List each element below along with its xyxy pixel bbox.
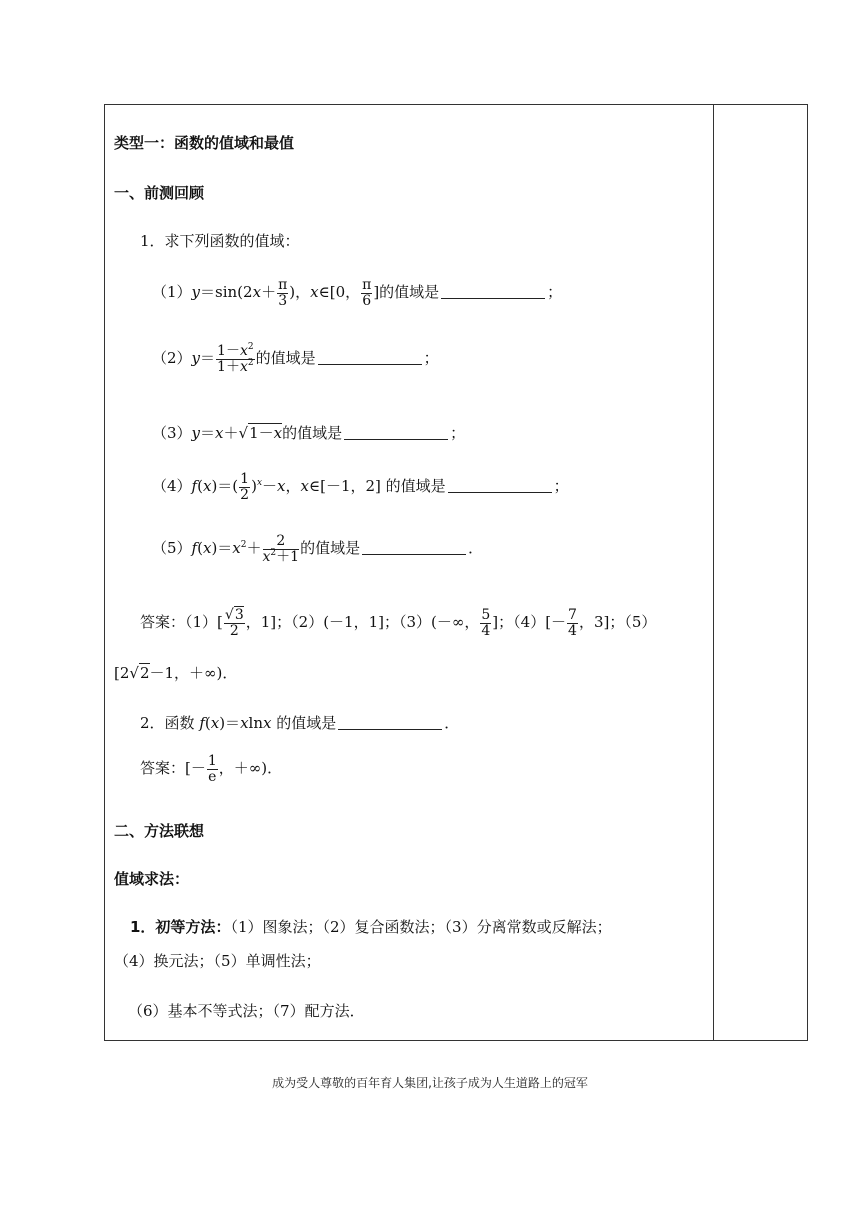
question-1-item-5: $(5)f(x)=x^2+$ $\frac{2}{x^2+1}$ 的值域是 ． <box>152 533 484 565</box>
column-divider <box>713 104 714 1041</box>
question-1-intro: 1．求下列函数的值域： <box>140 232 300 250</box>
page-footer: 成为受人尊敬的百年育人集团,让孩子成为人生道路上的冠军 <box>272 1076 588 1090</box>
method-line-1-label: 1．初等方法： <box>130 918 231 936</box>
method-line-1-text: （1）图象法；（2）复合函数法；（3）分离常数或反解法； <box>230 918 612 936</box>
question-1-item-2: （2）y＝ $\frac{1-x^2}{1+x^2}$ 的值域是 ； <box>152 342 439 375</box>
question-2-answer: 答案：[－ $\frac{1}{e}$ ，＋∞)． <box>140 753 283 785</box>
method-line-2: （4）换元法；（5）单调性法； <box>114 952 321 970</box>
heading-methods: 二、方法联想 <box>114 822 205 840</box>
question-1-item-4: （4）f(x)＝( $\frac{1}{2}$ )$^x$－x，x∈[－1，2] 的值域是 ； <box>152 471 569 503</box>
heading-review: 一、前测回顾 <box>114 184 205 202</box>
question-1-item-3: （3）y＝x＋√1－x的值域是 ； <box>152 424 466 442</box>
question-2: 2．函数 f(x)＝xlnx 的值域是 ． <box>140 714 460 732</box>
section-title: 类型一：函数的值域和最值 <box>114 134 295 152</box>
question-1-answer-cont: [2√2－1，＋∞)． <box>114 664 238 682</box>
method-line-1 <box>130 920 612 935</box>
question-1-answer: 答案：（1）[ $\frac{√3}{2}$ ，1]；（2）(－1，1]；（3）(－∞， $\frac{5}{4}$ ]；（4）[－ $\frac{7}{4}$ ，3]；（5） <box>140 607 657 639</box>
question-1-item-1: （1）y＝sin(2x＋ $\frac{\pi}{3}$ )，x∈[0， $\frac{\pi}{6}$ ]的值域是 ； <box>152 277 563 309</box>
method-line-3: （6）基本不等式法；（7）配方法． <box>128 1002 365 1020</box>
method-title: 值域求法： <box>114 870 190 888</box>
